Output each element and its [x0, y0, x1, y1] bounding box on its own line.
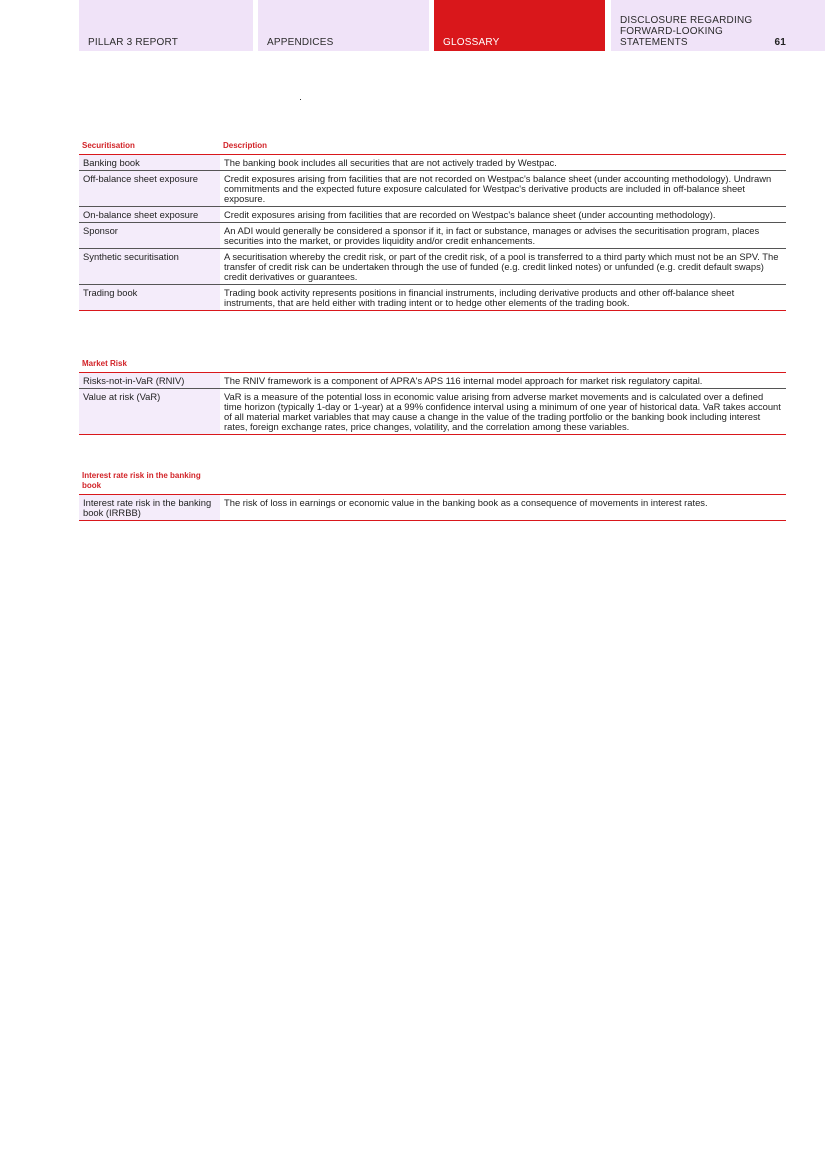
top-navigation — [79, 0, 825, 51]
description-heading-empty — [220, 355, 786, 373]
tab-label: PILLAR 3 REPORT — [88, 37, 179, 48]
description-cell: The risk of loss in earnings or economic value in the banking book as a consequence of movements in interest rates. — [220, 495, 786, 521]
term-cell: Value at risk (VaR) — [79, 389, 220, 435]
tab-disclosure[interactable] — [611, 0, 825, 51]
table-row — [79, 223, 786, 249]
description-cell: Credit exposures arising from facilities that are recorded on Westpac's balance sheet (under accounting methodology). — [220, 207, 786, 223]
description-cell: An ADI would generally be considered a sponsor if it, in fact or substance, manages or advises the securitisation program, places securities into the market, or provides liquidity and/or credit enhancements. — [220, 223, 786, 249]
table-row — [79, 207, 786, 223]
section-heading: Market Risk — [79, 355, 220, 373]
section-heading: Interest rate risk in the banking book — [79, 467, 220, 495]
table-header-row — [79, 467, 786, 495]
tab-label: DISCLOSURE REGARDING FORWARD-LOOKING STATEMENTS — [620, 15, 753, 48]
page-number: 61 — [774, 37, 786, 48]
tab-pillar-3-report[interactable] — [79, 0, 253, 51]
tab-label: APPENDICES — [267, 37, 334, 48]
term-cell: Trading book — [79, 285, 220, 311]
table-header-row — [79, 355, 786, 373]
description-cell: The RNIV framework is a component of APRA's APS 116 internal model approach for market risk regulatory capital. — [224, 375, 703, 386]
table-header-row — [79, 137, 786, 155]
table-row — [79, 495, 786, 521]
table-row — [79, 389, 786, 435]
description-cell: A securitisation whereby the credit risk, or part of the credit risk, of a pool is transferred to a third party which must not be an SPV. The transfer of credit risk can be undertaken through the use of funded (e.g. credit linked notes) or unfunded (e.g. credit default swaps) credit derivatives or guarantees. — [220, 249, 786, 285]
term-cell: On-balance sheet exposure — [79, 207, 220, 223]
table-row — [79, 249, 786, 285]
table-row — [79, 373, 786, 389]
section-heading: Securitisation — [79, 137, 220, 155]
securitisation-table — [79, 137, 786, 311]
tab-glossary[interactable] — [434, 0, 605, 51]
irrbb-table — [79, 467, 786, 521]
term-cell: Synthetic securitisation — [79, 249, 220, 285]
description-cell: Trading book activity represents positions in financial instruments, including derivative products and other off-balance sheet instruments, that are held either with trading intent or to hedge other elements of the trading book. — [220, 285, 786, 311]
tab-appendices[interactable] — [258, 0, 429, 51]
table-row — [79, 171, 786, 207]
description-cell: VaR is a measure of the potential loss in economic value arising from adverse market movements and is calculated over a defined time horizon (typically 1-day or 1-year) at a 99% confidence interval using a minimum of one year of historical data. VaR takes account of all material market variables that may cause a change in the value of the trading portfolio or the banking book including interest rates, foreign exchange rates, price changes, volatility, and the correlation among these variables. — [220, 389, 786, 435]
term-cell: Off-balance sheet exposure — [79, 171, 220, 207]
table-row — [79, 155, 786, 171]
term-cell: Sponsor — [79, 223, 220, 249]
description-heading-empty — [220, 467, 786, 495]
table-row — [79, 285, 786, 311]
term-cell: Banking book — [79, 155, 220, 171]
market-risk-table — [79, 355, 786, 435]
description-cell: The banking book includes all securities that are not actively traded by Westpac. — [224, 157, 557, 168]
description-cell: Credit exposures arising from facilities that are not recorded on Westpac's balance sheet (under accounting methodology). Undrawn commitments and the expected future exposure calculated for Westpac's derivative products are included in off-balance sheet exposure. — [220, 171, 786, 207]
description-heading: Description — [220, 137, 786, 155]
stray-dot — [300, 99, 301, 100]
term-cell: Interest rate risk in the banking book (IRRBB) — [79, 495, 220, 521]
tab-label: GLOSSARY — [443, 37, 500, 48]
term-cell: Risks-not-in-VaR (RNIV) — [79, 373, 220, 389]
